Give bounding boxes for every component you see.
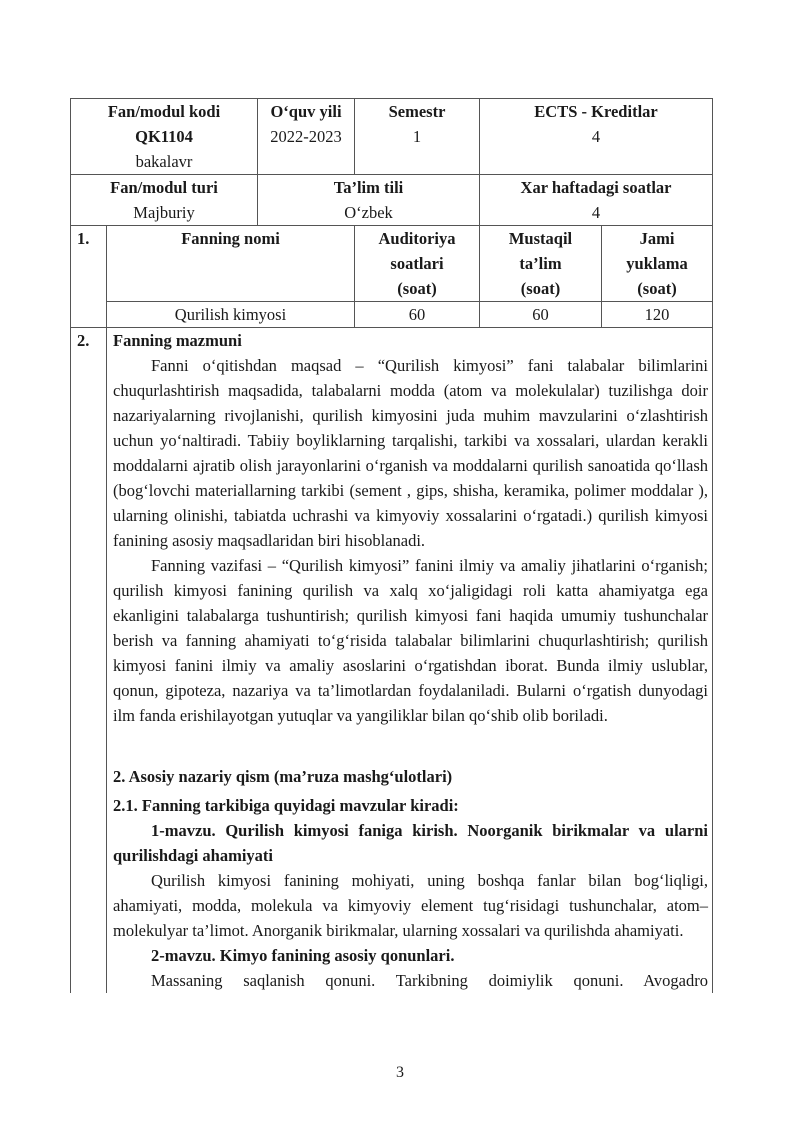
table-row	[71, 328, 713, 994]
table-row	[71, 175, 713, 226]
module-type-value: Majburiy	[133, 203, 195, 222]
auditorium-hours-label	[355, 226, 480, 302]
academic-year-label: O‘quv yili	[270, 102, 342, 121]
table-row	[71, 302, 713, 328]
weekly-hours-label: Xar haftadagi soatlar	[520, 178, 672, 197]
module-code-label: Fan/modul kodi	[107, 102, 221, 121]
total-load-label	[602, 226, 713, 302]
academic-year-value: 2022-2023	[270, 127, 342, 146]
self-study-value: 60	[480, 302, 602, 328]
weekly-hours-cell	[480, 175, 713, 226]
topics-heading: 2.1. Fanning tarkibiga quyidagi mavzular kiradi:	[113, 796, 459, 815]
row-number: 2.	[71, 328, 107, 994]
self-study-label	[480, 226, 602, 302]
language-cell	[258, 175, 480, 226]
total-load-label-line: (soat)	[637, 279, 677, 298]
semester-cell	[355, 99, 480, 175]
self-study-label-line: ta’lim	[519, 254, 562, 273]
auditorium-label-line: soatlari	[390, 254, 444, 273]
self-study-label-line: (soat)	[520, 279, 561, 298]
module-code-value: QK1104	[135, 127, 193, 146]
total-load-label-line: Jami	[639, 229, 675, 248]
language-value: O‘zbek	[344, 203, 393, 222]
row-number: 1.	[71, 226, 107, 328]
ects-label: ECTS - Kreditlar	[534, 102, 658, 121]
subject-name-value: Qurilish kimyosi	[107, 302, 355, 328]
curriculum-table	[70, 98, 713, 993]
page-number: 3	[396, 1064, 404, 1081]
table-row	[71, 226, 713, 302]
table-row	[71, 99, 713, 175]
academic-year-cell	[258, 99, 355, 175]
language-label: Ta’lim tili	[333, 178, 404, 197]
module-code-cell	[71, 99, 258, 175]
ects-cell	[480, 99, 713, 175]
content-cell	[107, 328, 713, 994]
module-level: bakalavr	[135, 152, 193, 171]
topic-1-title: 1-mavzu. Qurilish kimyosi faniga kirish. Noorganik birikmalar va ularni qurilishdagi ahamiyati	[113, 821, 709, 865]
topic-1-body: Qurilish kimyosi fanining mohiyati, uning boshqa fanlar bilan bog‘liqligi, ahamiyati, modda, molekula va kimyoviy element tug‘risidagi tushunchalar, atom–molekulyar ta’limot. Anorganik birikmalar, ularning xossalari va qurilishda ahamiyati.	[113, 871, 709, 940]
theory-heading: 2. Asosiy nazariy qism (ma’ruza mashg‘ulotlari)	[113, 767, 453, 786]
ects-value: 4	[591, 127, 601, 146]
topic-2-body: Massaning saqlanish qonuni. Tarkibning doimiylik qonuni. Avogadro	[151, 971, 709, 990]
subject-name-label: Fanning nomi	[107, 226, 355, 302]
weekly-hours-value: 4	[591, 203, 601, 222]
auditorium-label-line: Auditoriya	[378, 229, 456, 248]
auditorium-hours-value: 60	[355, 302, 480, 328]
semester-value: 1	[412, 127, 422, 146]
total-load-label-line: yuklama	[626, 254, 688, 273]
module-type-label: Fan/modul turi	[110, 178, 218, 197]
semester-label: Semestr	[388, 102, 446, 121]
goal-paragraph: Fanni o‘qitishdan maqsad – “Qurilish kimyosi” fani talabalar bilimlarini chuqurlashtirish maqsadida, talabalarni modda (atom va molekulalar) tuzilishga doir nazariyalarning rivojlanishi, qurilish kimyosini juda muhim mavzularini o‘zlashtirish uchun yo‘naltiradi. Tabiiy boyliklarning tarqalishi, tarkibi va xossalari, ulardan kerakli moddalarni ajratib olish jarayonlarini o‘rganish va moddalarni qurilish sanoatida qo‘llash (bog‘lovchi materiallarning tarkibi (sement , gips, shisha, keramika, polimer moddalar ), ularning olinishi, tabiatda uchrashi va kimyoviy xossalarini o‘rgatadi.) qurilish kimyosi fanining asosiy maqsadlaridan biri hisoblanadi.	[113, 356, 709, 550]
auditorium-label-line: (soat)	[397, 279, 437, 298]
module-type-cell	[71, 175, 258, 226]
content-heading: Fanning mazmuni	[113, 331, 242, 350]
total-load-value: 120	[602, 302, 713, 328]
tasks-paragraph: Fanning vazifasi – “Qurilish kimyosi” fanini ilmiy va amaliy jihatlarini o‘rganish; qurilish kimyosi fanining qurilish va xalq xo‘jaligidagi roli katta ahamiyatga ega ekanligini talabalarga tushuntirish; qurilish kimyosi fani haqida umumiy tushunchalar berish va fanning ahamiyati to‘g‘risida talabalar bilimlarini chuqurlashtirish; qurilish kimyosi fanini ilmiy va amaliy asoslarini o‘rgatishdan iborat. Bunda ilmiy uslublar, qonun, gipoteza, nazariya va ta’limotlardan foydalaniladi. Bularni o‘rgatish dunyodagi ilm fanda erishilayotgan yutuqlar va yangiliklar bilan qo‘shib olib boriladi.	[113, 556, 709, 725]
topic-2-title: 2-mavzu. Kimyo fanining asosiy qonunlari.	[151, 946, 455, 965]
spacer	[113, 728, 708, 764]
self-study-label-line: Mustaqil	[508, 229, 573, 248]
